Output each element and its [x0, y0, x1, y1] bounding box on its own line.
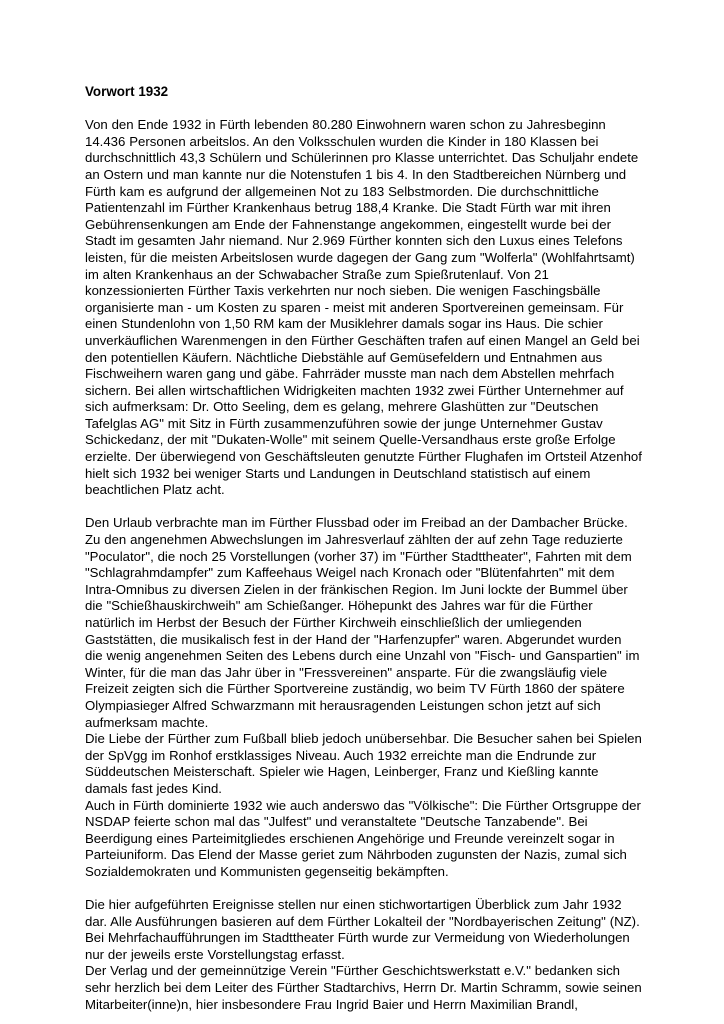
paragraph: Auch in Fürth dominierte 1932 wie auch anderswo das "Völkische": Die Fürther Ortsgruppe der NSDAP feierte schon mal das "Julfest" und veranstaltete "Deutsche Tanzabende". Bei Beerdigung eines Parteimitgliedes erschienen Angehörige und Freunde vereinzelt sogar in Parteiuniform. Das Elend der Masse geriet zum Nährboden zugunsten der Nazis, zumal sich Sozialdemokraten und Kommunisten gegenseitig bekämpften. — [85, 797, 641, 879]
paragraph-block-3 — [85, 897, 642, 1013]
paragraph-block-1 — [85, 117, 642, 499]
paragraph: Die hier aufgeführten Ereignisse stellen nur einen stichwortartigen Überblick zum Jahr 1932 dar. Alle Ausführungen basieren auf dem Fürther Lokalteil der "Nordbayerischen Zeitung" (NZ). Bei Mehrfachaufführungen im Stadttheater Fürth wurde zur Vermeidung von Wiederholungen nur der jeweils erste Vorstellungstag erfasst. — [85, 897, 640, 962]
paragraph: Von den Ende 1932 in Fürth lebenden 80.280 Einwohnern waren schon zu Jahresbeginn 14.436 Personen arbeitslos. An den Volksschulen wurden die Kinder in 180 Klassen bei durchschnittlich 43,3 Schülern und Schülerinnen pro Klasse unterrichtet. Das Schuljahr endete an Ostern und man kannte nur die Notenstufen 1 bis 4. In den Stadtbereichen Nürnberg und Fürth kam es aufgrund der allgemeinen Not zu 183 Selbstmorden. Die durchschnittliche Patientenzahl im Fürther Krankenhaus betrug 188,4 Kranke. Die Stadt Fürth war mit ihren Gebührensenkungen am Ende der Fahnenstange angekommen, eingestellt wurde bei der Stadt im gesamten Jahr niemand. Nur 2.969 Fürther konnten sich den Luxus eines Telefons leisten, für die meisten Arbeitslosen wurde dagegen der Gang zum "Wolferla" (Wohlfahrtsamt) im alten Krankenhaus an der Schwabacher Straße zum Spießrutenlauf. Von 21 konzessionierten Fürther Taxis verkehrten nur noch sieben. Die wenigen Faschingsbälle organisierte man - um Kosten zu sparen - meist mit anderen Sportvereinen gemeinsam. Für einen Stundenlohn von 1,50 RM kam der Musiklehrer damals sogar ins Haus. Die schier unverkäuflichen Warenmengen in den Fürther Geschäften trafen auf einen Mangel an Geld bei den potentiellen Käufern. Nächtliche Diebstähle auf Gemüsefeldern und Entnahmen aus Fischweihern waren gang und gäbe. Fahrräder musste man nach dem Abstellen mehrfach sichern. Bei allen wirtschaftlichen Widrigkeiten machten 1932 zwei Fürther Unternehmer auf sich aufmerksam: Dr. Otto Seeling, dem es gelang, mehrere Glashütten zur "Deutschen Tafelglas AG" mit Sitz in Fürth zusammenzuführen sowie der junge Unternehmer Gustav Schickedanz, der mit "Dukaten-Wolle" mit seinem Quelle-Versandhaus erste große Erfolge erzielte. Der überwiegend von Geschäftsleuten genutzte Fürther Flughafen im Ortsteil Atzenhof hielt sich 1932 bei weniger Starts und Landungen in Deutschland statistisch auf einem beachtlichen Platz acht. — [85, 117, 642, 498]
paragraph: Der Verlag und der gemeinnützige Verein "Fürther Geschichtswerkstatt e.V." bedanken sich sehr herzlich bei dem Leiter des Fürther Stadtarchivs, Herrn Dr. Martin Schramm, sowie seinen Mitarbeiter(inne)n, hier insbesondere Frau Ingrid Baier und Herrn Maximilian Brandl, — [85, 963, 642, 1012]
paragraph-block-2 — [85, 515, 642, 880]
document-heading: Vorwort 1932 — [85, 84, 169, 99]
paragraph: Die Liebe der Fürther zum Fußball blieb jedoch unübersehbar. Die Besucher sahen bei Spielen der SpVgg im Ronhof erstklassiges Niveau. Auch 1932 erreichte man die Endrunde zur Süddeutschen Meisterschaft. Spieler wie Hagen, Leinberger, Franz und Kießling kannte damals fast jedes Kind. — [85, 731, 642, 796]
paragraph: Den Urlaub verbrachte man im Fürther Flussbad oder im Freibad an der Dambacher Brücke. Zu den angenehmen Abwechslungen im Jahresverlauf zählten der auf zehn Tage reduzierte "Poculator", die noch 25 Vorstellungen (vorher 37) im "Fürther Stadttheater", Fahrten mit dem "Schlagrahmdampfer" zum Kaffeehaus Weigel nach Kronach oder "Blütenfahrten" mit dem Intra-Omnibus zu diversen Zielen in der fränkischen Region. Im Juni lockte der Bummel über die "Schießhauskirchweih" am Schießanger. Höhepunkt des Jahres war für die Fürther natürlich im Herbst der Besuch der Fürther Kirchweih einschließlich der umliegenden Gaststätten, die musikalisch fest in der Hand der "Harfenzupfer" waren. Abgerundet wurden die wenig angenehmen Seiten des Lebens durch eine Unzahl von "Fisch- und Ganspartien" im Winter, für die man das Jahr über in "Fressvereinen" ansparte. Für die zwangsläufig viele Freizeit zeigten sich die Fürther Sportvereine zuständig, wo beim TV Fürth 1860 der spätere Olympiasieger Alfred Schwarzmann mit herausragenden Leistungen schon jetzt auf sich aufmerksam machte. — [85, 515, 640, 730]
